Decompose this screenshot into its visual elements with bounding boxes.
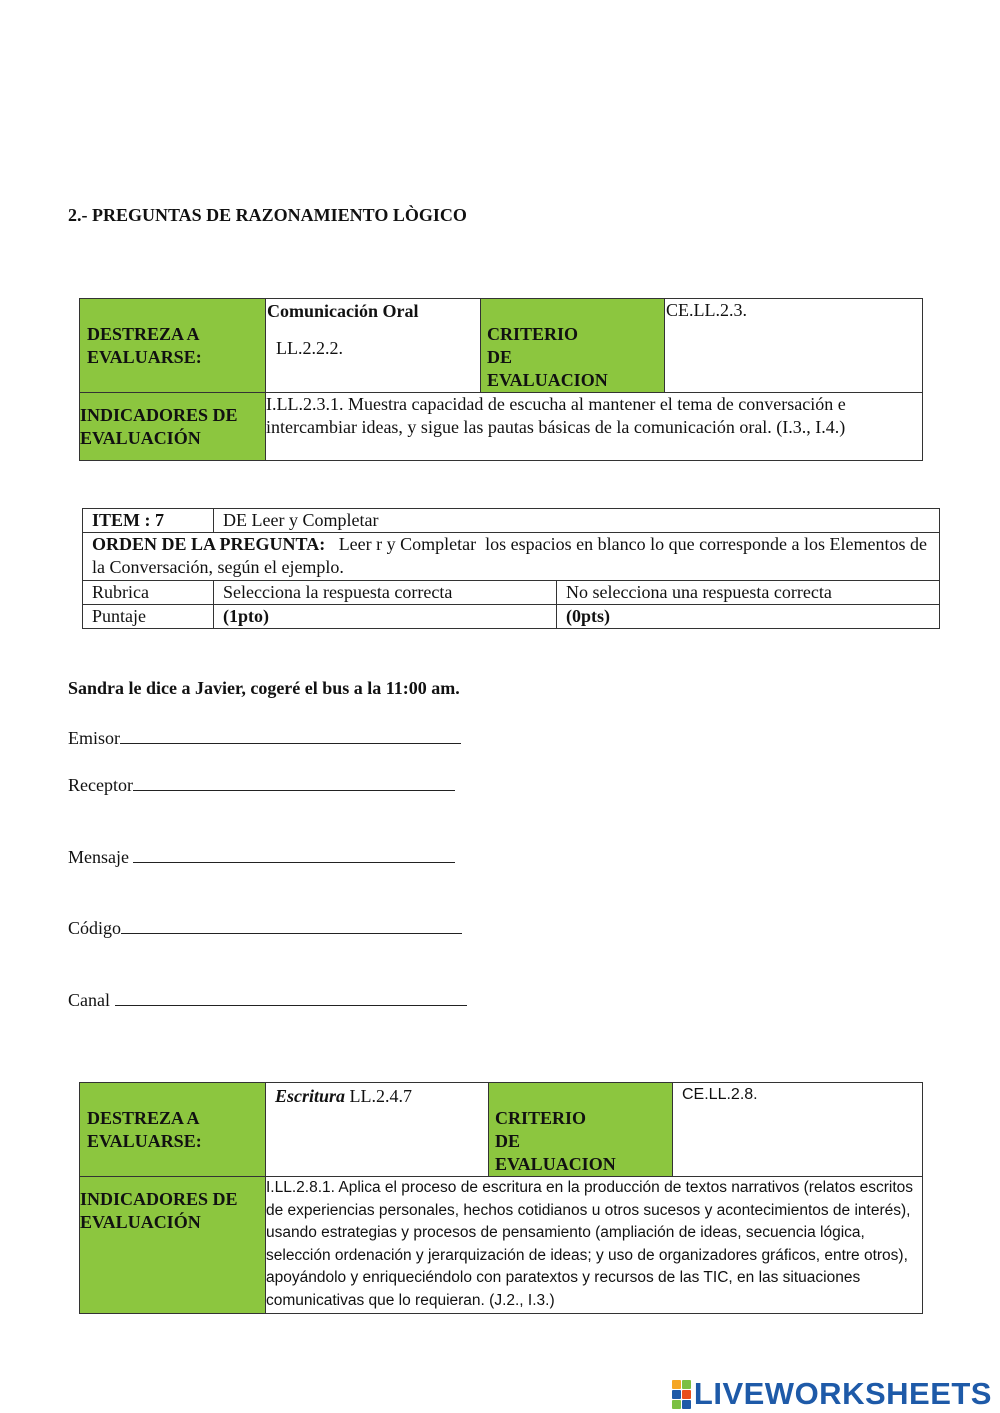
indicadores-label-2: EVALUACIÓN: [80, 428, 201, 448]
indicadores-label-cell: [80, 393, 266, 461]
codigo-label: Código: [68, 918, 122, 938]
indicadores-value: I.LL.2.3.1. Muestra capacidad de escucha al mantener el tema de conversación e intercambiar ideas, y sigue las pautas básicas de la comunicación oral. (I.3., I.4.): [266, 394, 846, 437]
puntaje-label: Puntaje: [83, 605, 214, 629]
logo-mark-icon: [672, 1380, 691, 1409]
skill-code: LL.2.4.7: [345, 1086, 413, 1106]
criterio-value: CE.LL.2.8.: [682, 1086, 758, 1103]
item-label: ITEM : 7: [83, 509, 214, 533]
indicadores-label-1: INDICADORES DE: [80, 405, 238, 425]
rubrica-incorrect: No selecciona una respuesta correcta: [557, 581, 940, 605]
skill-title: Escritura: [275, 1086, 346, 1106]
orden-cell: [83, 533, 940, 581]
criterio-label-2: DE: [495, 1131, 521, 1151]
criterio-label-3: EVALUACION: [487, 370, 608, 390]
criterio-value-cell: [665, 299, 923, 393]
rubrica-label: Rubrica: [83, 581, 214, 605]
codigo-blank[interactable]: [121, 917, 462, 934]
mensaje-label: Mensaje: [68, 847, 134, 867]
item-value: DE Leer y Completar: [214, 509, 940, 533]
criterio-label-1: CRITERIO: [495, 1108, 587, 1128]
indicadores-label-1: INDICADORES DE: [80, 1189, 238, 1209]
criterio-value: CE.LL.2.3.: [666, 300, 747, 320]
skill-cell: [266, 1083, 489, 1177]
codigo-row: [68, 917, 462, 939]
indicadores-label-cell: [80, 1177, 266, 1314]
criterio-value-cell: [673, 1083, 923, 1177]
canal-blank[interactable]: [115, 989, 467, 1006]
skill-cell: [266, 299, 481, 393]
item-table: [82, 508, 940, 629]
emisor-row: [68, 727, 461, 749]
emisor-label: Emisor: [68, 728, 120, 748]
receptor-row: [68, 774, 455, 796]
criterio-label-cell: [481, 299, 665, 393]
criterio-label-2: DE: [487, 347, 513, 367]
destreza-label: DESTREZA A EVALUARSE:: [87, 1107, 202, 1151]
orden-label: ORDEN DE LA PREGUNTA:: [92, 534, 326, 554]
liveworksheets-logo: [672, 1376, 992, 1412]
skill-table-oral: [79, 298, 923, 461]
indicadores-value-cell: [266, 1177, 923, 1314]
orden-value: Leer r y Completar los espacios en blanco lo que corresponde a los Elementos de la Conversación, según el ejemplo.: [92, 534, 932, 577]
canal-label: Canal: [68, 990, 115, 1010]
skill-table-escritura: [79, 1082, 923, 1314]
indicadores-label-2: EVALUACIÓN: [80, 1212, 201, 1232]
indicadores-value-cell: [266, 393, 923, 461]
criterio-label-1: CRITERIO: [487, 324, 579, 344]
receptor-blank[interactable]: [133, 774, 455, 791]
canal-row: [68, 989, 467, 1011]
emisor-blank[interactable]: [120, 727, 461, 744]
mensaje-row: [68, 846, 455, 868]
indicadores-value: I.LL.2.8.1. Aplica el proceso de escritura en la producción de textos narrativos (relatos escritos de experiencias personales, hechos cotidianos u otros sucesos y acontecimientos de interés), usando estrategias y procesos de pensamiento (ampliación de ideas, secuencia lógica, selección ordenación y jerarquización de ideas; y uso de organizadores gráficos, entre otros), apoyándolo y enriqueciéndolo con paratextos y recursos de las TIC, en las situaciones comunicativas que lo requieran. (J.2., I.3.): [266, 1179, 914, 1309]
skill-code: LL.2.2.2.: [276, 338, 343, 358]
rubrica-correct: Selecciona la respuesta correcta: [214, 581, 557, 605]
destreza-label: DESTREZA A EVALUARSE:: [87, 323, 202, 367]
destreza-label-cell: [80, 1083, 266, 1177]
destreza-label-cell: [80, 299, 266, 393]
section-heading: 2.- PREGUNTAS DE RAZONAMIENTO LÒGICO: [68, 205, 467, 225]
criterio-label-cell: [489, 1083, 673, 1177]
mensaje-blank[interactable]: [133, 846, 455, 863]
puntaje-correct: (1pto): [214, 605, 557, 629]
skill-title: Comunicación Oral: [267, 301, 419, 321]
logo-text: LIVEWORKSHEETS: [693, 1376, 992, 1411]
puntaje-incorrect: (0pts): [557, 605, 940, 629]
receptor-label: Receptor: [68, 775, 133, 795]
criterio-label-3: EVALUACION: [495, 1154, 616, 1174]
example-sentence: Sandra le dice a Javier, cogeré el bus a la 11:00 am.: [68, 678, 460, 698]
